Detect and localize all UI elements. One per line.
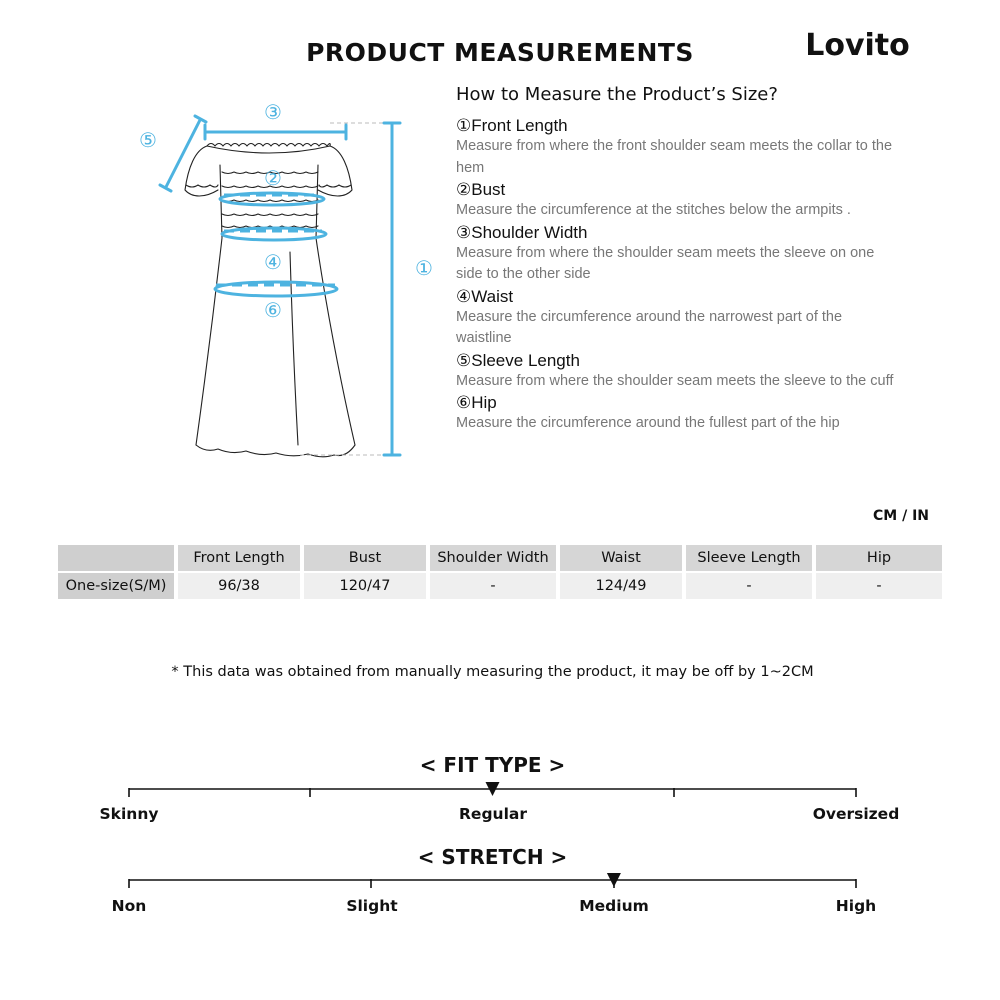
guide-item-title: ④Waist: [456, 286, 514, 306]
table-cell: 124/49: [560, 573, 682, 599]
stretch-title: < STRETCH >: [417, 845, 568, 869]
column-header: Hip: [816, 545, 942, 571]
guide-item-title: ③Shoulder Width: [456, 222, 588, 242]
column-header: Shoulder Width: [430, 545, 556, 571]
marker-sleeve-length: ⑤: [139, 128, 157, 152]
page-title: PRODUCT MEASUREMENTS: [306, 38, 694, 67]
marker-bust: ②: [264, 166, 282, 190]
fit-label-skinny: Skinny: [99, 805, 159, 823]
guide-item: [456, 350, 896, 393]
stretch-label-medium: Medium: [579, 897, 649, 915]
stretch-label-non: Non: [111, 897, 147, 915]
marker-shoulder-width: ③: [264, 100, 282, 124]
guide-item-title: ①Front Length: [456, 116, 568, 135]
table-row: [58, 573, 942, 599]
guide-heading: How to Measure the Product’s Size?: [456, 84, 778, 105]
guide-item-desc: Measure the circumference around the narrowest part of the waistline: [456, 308, 843, 346]
fit-type-scale: [120, 780, 865, 802]
measurement-note: * This data was obtained from manually measuring the product, it may be off by 1~2CM: [171, 664, 814, 680]
marker-waist: ④: [264, 250, 282, 274]
guide-item-desc: Measure from where the shoulder seam meets the sleeve to the cuff: [456, 372, 894, 389]
brand-logo: Lovito: [805, 28, 910, 63]
stretch-label-slight: Slight: [346, 897, 398, 915]
table-cell: -: [430, 573, 556, 599]
guide-item: [456, 179, 896, 222]
guide-item-desc: Measure the circumference at the stitches below the armpits .: [456, 202, 851, 218]
guide-item-desc: Measure from where the shoulder seam meets the sleeve on one side to the other side: [456, 244, 875, 282]
table-corner-cell: [58, 545, 174, 571]
table-cell: 96/38: [178, 573, 300, 599]
size-label: One-size(S/M): [58, 573, 174, 599]
fit-label-regular: Regular: [459, 805, 527, 823]
table-cell: 120/47: [304, 573, 426, 599]
guide-item: [456, 286, 896, 350]
guide-item-title: ⑥Hip: [456, 393, 497, 412]
guide-item-title: ②Bust: [456, 180, 506, 199]
stretch-label-high: High: [835, 897, 877, 915]
stretch-scale: [120, 871, 865, 893]
marker-hip: ⑥: [264, 298, 282, 322]
column-header: Bust: [304, 545, 426, 571]
guide-item-desc: Measure the circumference around the fullest part of the hip: [456, 415, 840, 431]
unit-label: CM / IN: [873, 508, 929, 524]
fit-type-title: < FIT TYPE >: [419, 753, 566, 777]
table-header-row: [58, 545, 942, 571]
marker-front-length: ①: [415, 256, 433, 280]
table-cell: -: [816, 573, 942, 599]
fit-label-oversized: Oversized: [812, 805, 900, 823]
table-cell: -: [686, 573, 812, 599]
guide-list: [456, 115, 896, 435]
guide-item: [456, 115, 896, 179]
dress-diagram: [130, 95, 430, 465]
guide-item-title: ⑤Sleeve Length: [456, 350, 580, 370]
guide-item: [456, 392, 896, 435]
guide-item: [456, 222, 896, 286]
guide-item-desc: Measure from where the front shoulder seam meets the collar to the hem: [456, 138, 893, 176]
size-table: [54, 543, 946, 601]
column-header: Front Length: [178, 545, 300, 571]
column-header: Sleeve Length: [686, 545, 812, 571]
column-header: Waist: [560, 545, 682, 571]
